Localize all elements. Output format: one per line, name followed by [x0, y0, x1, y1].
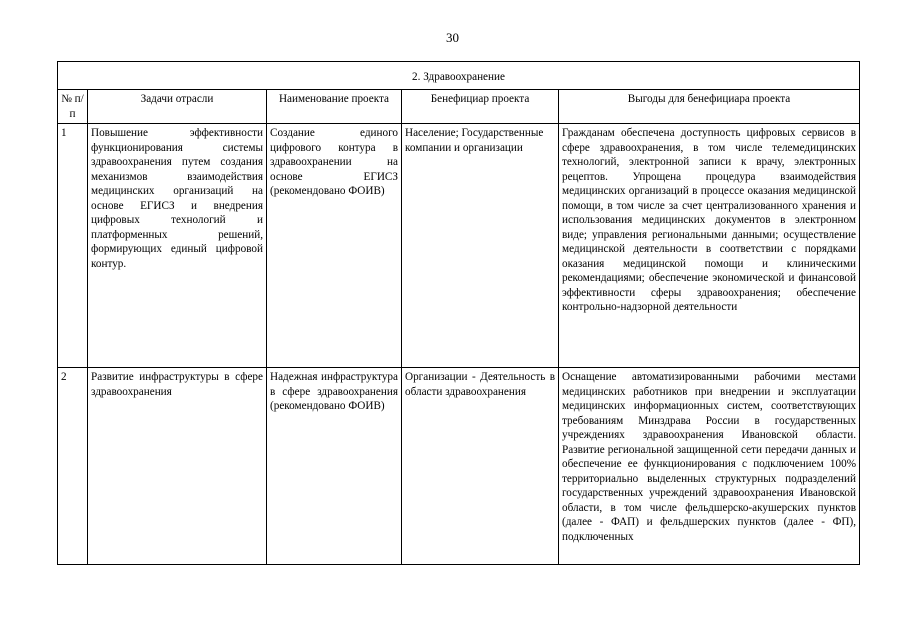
- row-task: Развитие инфраструктуры в сфере здравоохранения: [88, 368, 267, 565]
- row-benefits: Оснащение автоматизированными рабочими местами медицинских работников при внедрении и эксплуатации медицинских информационных систем, соответствующих требованиям Минздрава России в государственных учреждениях здравоохранения Ивановской области. Развитие региональной защищенной сети передачи данных и обеспечение ее функционирования с подключением 100% территориально выделенных структурных подразделений государственных учреждений здравоохранения Ивановской области, в том числе фельдшерско-акушерских пунктов (далее - ФАП) и фельдшерских пунктов (далее - ФП), подключенных: [559, 368, 860, 565]
- header-row: [58, 90, 860, 124]
- row-project: Надежная инфраструктура в сфере здравоохранения (рекомендовано ФОИВ): [267, 368, 402, 565]
- row-task: Повышение эффективности функционирования системы здравоохранения путем создания механизмов взаимодействия медицинских организаций на основе ЕГИСЗ и внедрения цифровых технологий и платформенных решений, формирующих единый цифровой контур.: [88, 124, 267, 368]
- header-project: Наименование проекта: [267, 90, 402, 124]
- page-number: 30: [446, 30, 459, 45]
- healthcare-projects-table: [57, 61, 860, 565]
- row-benefits: Гражданам обеспечена доступность цифровых сервисов в сфере здравоохранения, в том числе телемедицинских технологий, электронной записи к врачу, электронных рецептов. Упрощена процедура взаимодействия медицинских организаций в процессе оказания медицинской помощи, в том числе за счет централизованного хранения и использования медицинских документов в электронном виде; управления региональными данными; осуществление медицинской деятельности в соответствии с порядками оказания медицинской помощи и клиническими рекомендациями; обеспечение экономической и финансовой эффективности сферы здравоохранения; обеспечение контрольно-надзорной деятельности: [559, 124, 860, 368]
- table-row: [58, 368, 860, 565]
- header-num: № п/п: [58, 90, 88, 124]
- row-num: 1: [58, 124, 88, 368]
- header-beneficiary: Бенефициар проекта: [402, 90, 559, 124]
- row-beneficiary: Население; Государственные компании и организации: [402, 124, 559, 368]
- row-num: 2: [58, 368, 88, 565]
- header-tasks: Задачи отрасли: [88, 90, 267, 124]
- section-title: 2. Здравоохранение: [58, 62, 860, 90]
- row-beneficiary: Организации - Деятельность в области здравоохранения: [402, 368, 559, 565]
- header-benefits: Выгоды для бенефициара проекта: [559, 90, 860, 124]
- table-row: [58, 124, 860, 368]
- row-project: Создание единого цифрового контура в здравоохранении на основе ЕГИСЗ (рекомендовано ФОИВ): [267, 124, 402, 368]
- section-title-row: [58, 62, 860, 90]
